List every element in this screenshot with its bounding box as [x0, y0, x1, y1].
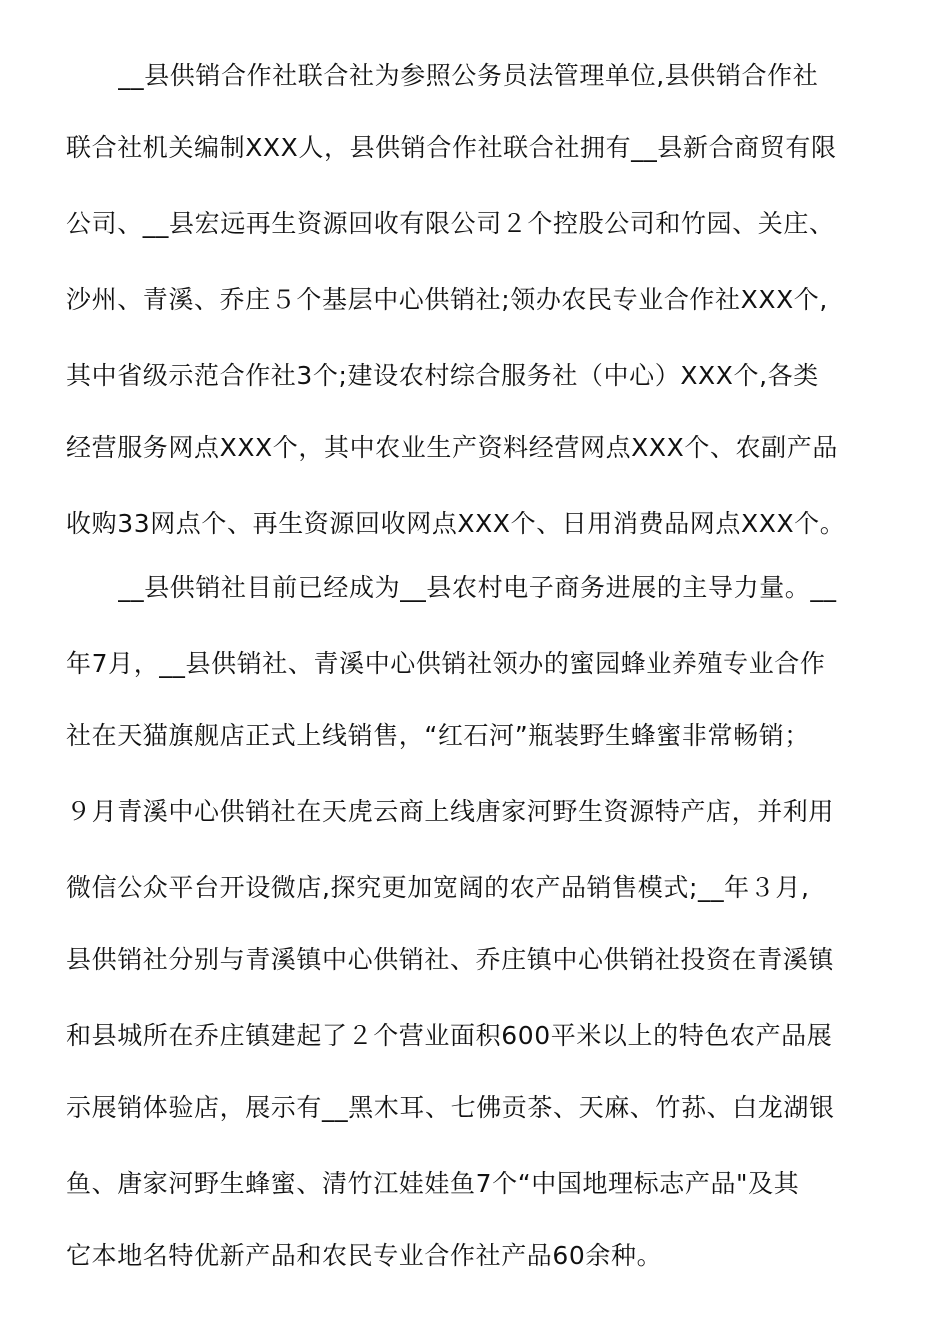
text-line: ９月青溪中心供销社在天虎云商上线唐家河野生资源特产店，并利用 [66, 797, 835, 826]
text-line: 县供销社分别与青溪镇中心供销社、乔庄镇中心供销社投资在青溪镇 [66, 945, 835, 974]
text-line: 其中省级示范合作社3个;建设农村综合服务社（中心）XXX个,各类 [66, 361, 819, 390]
text-line: 鱼、唐家河野生蜂蜜、清竹江娃娃鱼7个“中国地理标志产品"及其 [66, 1169, 800, 1198]
text-line: 经营服务网点XXX个，其中农业生产资料经营网点XXX个、农副产品 [66, 433, 838, 462]
text-line: __县供销社目前已经成为__县农村电子商务进展的主导力量。__ [118, 573, 837, 602]
text-line: 年7月，__县供销社、青溪中心供销社领办的蜜园蜂业养殖专业合作 [66, 649, 826, 678]
text-line: __县供销合作社联合社为参照公务员法管理单位,县供销合作社 [118, 61, 819, 90]
text-line: 沙州、青溪、乔庄５个基层中心供销社;领办农民专业合作社XXX个, [66, 285, 828, 314]
text-line: 联合社机关编制XXX人，县供销合作社联合社拥有__县新合商贸有限 [66, 133, 837, 162]
text-line: 公司、__县宏远再生资源回收有限公司２个控股公司和竹园、关庄、 [66, 209, 835, 238]
text-line: 它本地名特优新产品和农民专业合作社产品60余种。 [66, 1241, 663, 1270]
text-line: 社在天猫旗舰店正式上线销售，“红石河”瓶装野生蜂蜜非常畅销； [66, 721, 810, 750]
text-line: 和县城所在乔庄镇建起了２个营业面积600平米以上的特色农产品展 [66, 1021, 833, 1050]
text-line: 示展销体验店，展示有__黑木耳、七佛贡茶、天麻、竹荪、白龙湖银 [66, 1093, 835, 1122]
text-line: 微信公众平台开设微店,探究更加宽阔的农产品销售模式;__年３月, [66, 873, 810, 902]
text-line: 收购33网点个、再生资源回收网点XXX个、日用消费品网点XXX个。 [66, 509, 846, 538]
